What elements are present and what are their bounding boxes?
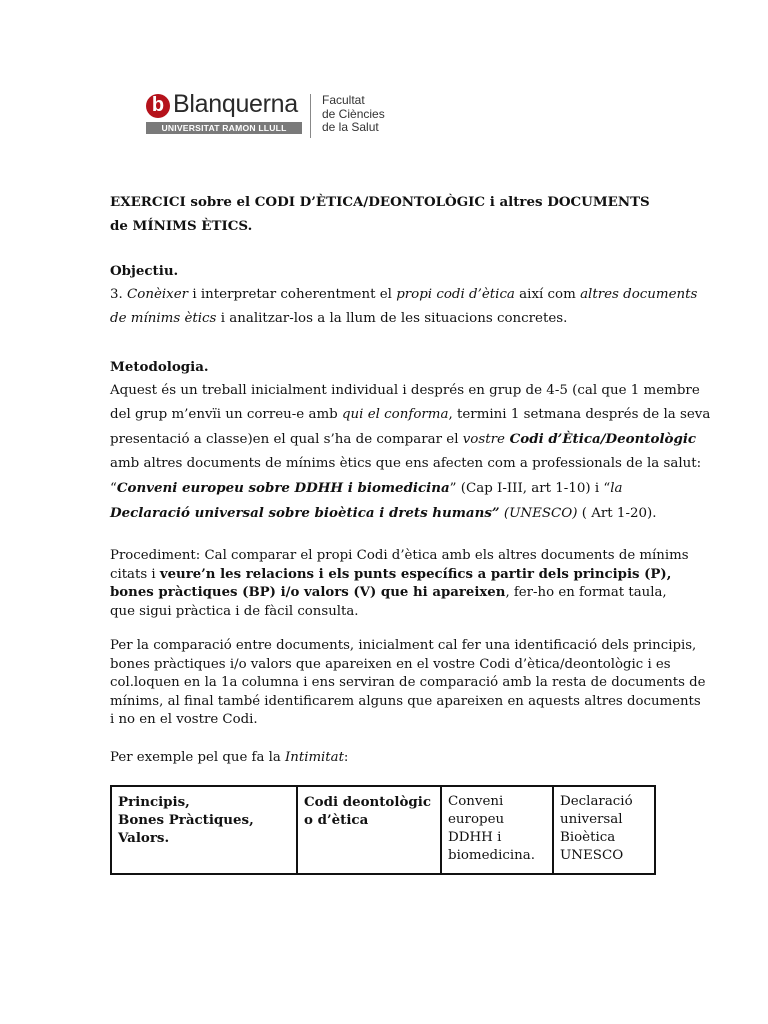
metodologia-line: Aquest és un treball inicialment individual i després en grup de 4-5 (cal que 1 membre	[110, 383, 700, 398]
table-cell-declaracio: Declaració universal Bioètica UNESCO	[553, 786, 655, 874]
procediment-line: citats i veure’n les relacions i els punts específics a partir dels principis (P),	[110, 566, 672, 582]
objectiu-section	[110, 259, 698, 331]
comparacio-line: col.loquen en la 1a columna i ens serviran de comparació amb la resta de documents de	[110, 675, 706, 690]
metodologia-section	[110, 355, 711, 526]
table-cell-principis: Principis, Bones Pràctiques, Valors.	[111, 786, 297, 874]
logo-faculty-line: de Ciències	[322, 106, 385, 121]
metodologia-line: presentació a classe)en el qual s’ha de comparar el vostre Codi d’Ètica/Deontològic	[110, 431, 697, 447]
logo-faculty	[322, 94, 385, 135]
comparacio-line: bones pràctiques i/o valors que apareixen en el vostre Codi d’ètica/deontològic i es	[110, 656, 671, 672]
procediment-line: que sigui pràctica i de fàcil consulta.	[110, 603, 359, 619]
comparison-table	[110, 785, 656, 875]
logo-university-bar	[146, 122, 302, 134]
logo-university: UNIVERSITAT RAMON LLULL	[161, 123, 287, 133]
logo-faculty-line: Facultat	[322, 93, 365, 107]
logo-mark-icon: b	[146, 94, 170, 118]
logo-faculty-line: de la Salut	[322, 120, 379, 134]
exemple-paragraph	[110, 749, 670, 768]
title-line: de MÍNIMS ÈTICS.	[110, 218, 253, 234]
metodologia-line: del grup m’envïi un correu-e amb qui el conforma, termini 1 setmana després de la seva	[110, 407, 711, 422]
logo-divider	[310, 94, 311, 138]
table-cell-codi: Codi deontològic o d’ètica	[297, 786, 441, 874]
blanquerna-logo	[146, 92, 396, 140]
procediment-line: bones pràctiques (BP) i/o valors (V) que hi apareixen, fer-ho en format taula,	[110, 585, 667, 600]
document-title	[110, 190, 670, 238]
table-row	[111, 786, 655, 874]
objectiu-line: de mínims ètics i analitzar-los a la llum de les situacions concretes.	[110, 311, 568, 326]
logo-name: Blanquerna	[173, 90, 298, 118]
procediment-line: Procediment: Cal comparar el propi Codi d’ètica amb els altres documents de mínims	[110, 548, 689, 563]
procediment-paragraph	[110, 547, 689, 621]
metodologia-line: amb altres documents de mínims ètics que ens afecten com a professionals de la salut:	[110, 456, 702, 471]
table-cell-conveni: Conveni europeu DDHH i biomedicina.	[441, 786, 553, 874]
metodologia-line: “Conveni europeu sobre DDHH i biomedicina” (Cap I-III, art 1-10) i “la	[110, 480, 623, 496]
title-line: EXERCICI sobre el CODI D’ÈTICA/DEONTOLÒGIC i altres DOCUMENTS	[110, 194, 650, 210]
metodologia-line: Declaració universal sobre bioètica i drets humans” (UNESCO) ( Art 1-20).	[110, 505, 657, 521]
exemple-line: Per exemple pel que fa la Intimitat:	[110, 750, 349, 765]
comparacio-line: Per la comparació entre documents, inicialment cal fer una identificació dels principis,	[110, 638, 697, 653]
comparacio-line: i no en el vostre Codi.	[110, 712, 258, 727]
comparacio-paragraph	[110, 637, 706, 730]
objectiu-heading: Objectiu.	[110, 263, 179, 279]
objectiu-line: 3. Conèixer i interpretar coherentment el propi codi d’ètica així com altres documents	[110, 287, 698, 302]
metodologia-heading: Metodologia.	[110, 359, 209, 375]
comparacio-line: mínims, al final també identificarem alguns que apareixen en aquests altres documents	[110, 693, 701, 709]
